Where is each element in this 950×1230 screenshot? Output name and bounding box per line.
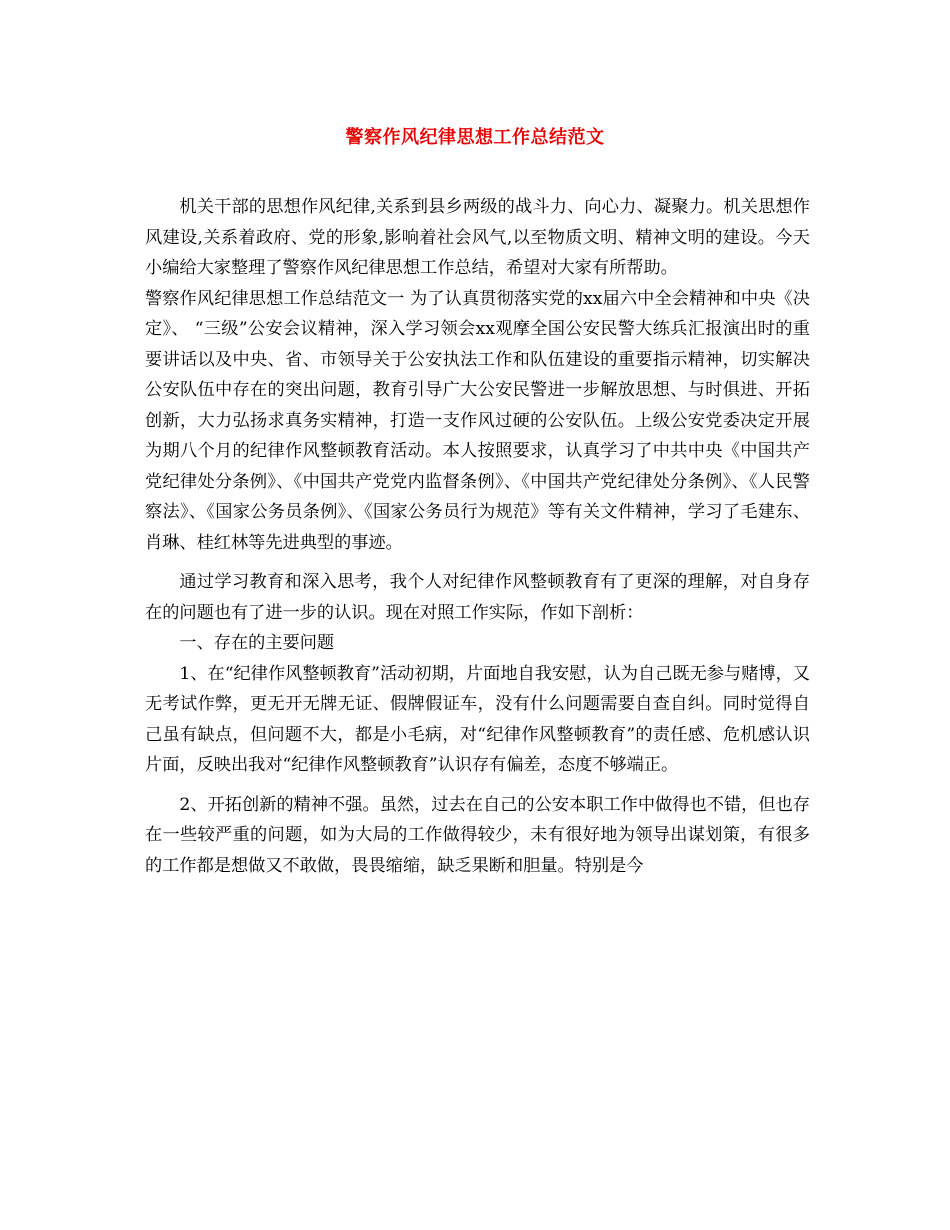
paragraph-section-one: 警察作风纪律思想工作总结范文一 为了认真贯彻落实党的xx届六中全会精神和中央《决定》、 “三级”公安会议精神，深入学习领会xx观摩全国公安民警大练兵汇报演出时的重要讲话以及中央、省、市领导关于公安执法工作和队伍建设的重要指示精神，切实解决公安队伍中存在的突出问题，教育引导广大公安民警进一步解放思想、与时俱进、开拓创新，大力弘扬求真务实精神，打造一支作风过硬的公安队伍。上级公安党委决定开展为期八个月的纪律作风整顿教育活动。本人按照要求，认真学习了中共中央《中国共产党纪律处分条例》、《中国共产党党内监督条例》、《中国共产党纪律处分条例》、《人民警察法》、《国家公务员条例》、《国家公务员行为规范》等有关文件精神，学习了毛建东、肖琳、桂红林等先进典型的事迹。 bbox=[145, 288, 810, 553]
heading-main-problems: 一、存在的主要问题 bbox=[179, 633, 335, 653]
paragraph-reflection: 通过学习教育和深入思考，我个人对纪律作风整顿教育有了更深的理解，对自身存在的问题也有了进一步的认识。现在对照工作实际，作如下剖析： bbox=[145, 572, 810, 623]
paragraph-problem-2: 2、开拓创新的精神不强。虽然，过去在自己的公安本职工作中做得也不错，但也存在一些较严重的问题，如为大局的工作做得较少，未有很好地为领导出谋划策，有很多的工作都是想做又不敢做，畏畏缩缩，缺乏果断和胆量。特别是今 bbox=[145, 794, 810, 876]
paragraph-intro: 机关干部的思想作风纪律,关系到县乡两级的战斗力、向心力、凝聚力。机关思想作风建设,关系着政府、党的形象,影响着社会风气,以至物质文明、精神文明的建设。今天小编给大家整理了警察作风纪律思想工作总结，希望对大家有所帮助。 bbox=[145, 197, 810, 278]
paragraph-problem-1: 1、在“纪律作风整顿教育”活动初期，片面地自我安慰，认为自己既无参与赌博，又无考试作弊，更无开无牌无证、假牌假证车，没有什么问题需要自查自纠。同时觉得自己虽有缺点，但问题不大，都是小毛病，对“纪律作风整顿教育”的责任感、危机感认识片面，反映出我对“纪律作风整顿教育”认识存有偏差，态度不够端正。 bbox=[145, 663, 810, 775]
document-title: 警察作风纪律思想工作总结范文 bbox=[345, 127, 605, 148]
document-body bbox=[145, 192, 810, 881]
